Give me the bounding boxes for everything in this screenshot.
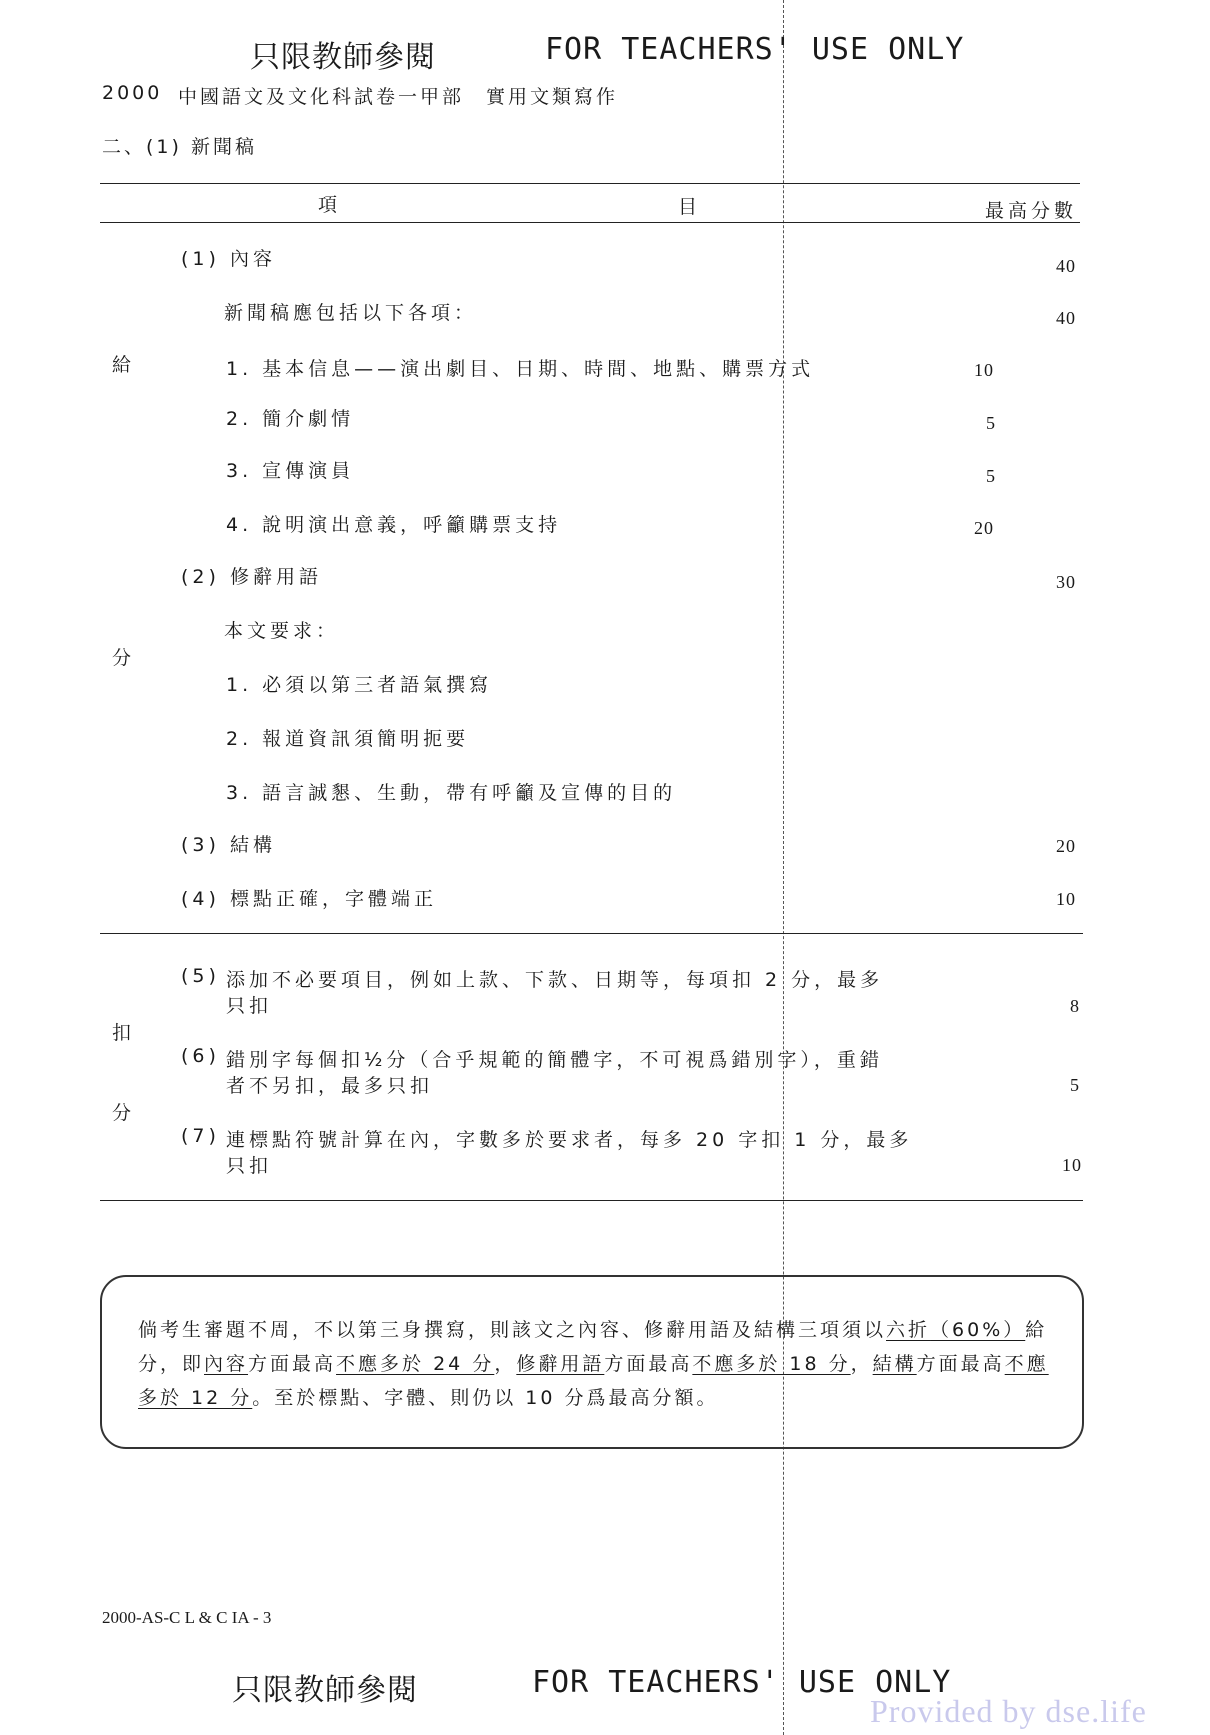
item-structure: (3) 結構 — [181, 834, 276, 856]
provider-watermark[interactable]: Provided by dse.life — [870, 1693, 1147, 1729]
note-text-7: 方面最高 — [916, 1353, 1005, 1375]
note-emphasis-12: 不應多於 12 分 — [138, 1353, 1049, 1409]
scan-fold-line — [783, 0, 784, 1735]
teachers-only-en-header: FOR TEACHERS' USE ONLY — [545, 32, 965, 67]
deduction-7-max: 10 — [1062, 1155, 1082, 1175]
deduction-6-line2: 者不另扣，最多只扣 — [226, 1075, 434, 1097]
item-rhetoric: (2) 修辭用語 — [181, 566, 322, 588]
paper-code: 2000-AS-C L & C IA - 3 — [102, 1608, 272, 1627]
table-top-rule — [100, 183, 1080, 184]
rhetoric-point-3: 3. 語言誠懇、生動，帶有呼籲及宣傳的目的 — [226, 782, 677, 804]
item-punctuation-max: 10 — [1056, 889, 1076, 909]
paper-title: 中國語文及文化科試卷一甲部 實用文類寫作 — [178, 86, 619, 108]
note-text-6: ， — [850, 1353, 873, 1375]
column-header-item-a: 項 — [318, 194, 342, 216]
deduction-6-line1: 錯別字每個扣½分（合乎規範的簡體字，不可視爲錯別字），重錯 — [226, 1049, 883, 1071]
rhetoric-point-1: 1. 必須以第三者語氣撰寫 — [226, 674, 493, 696]
side-label-deduct-2: 分 — [112, 1102, 136, 1124]
note-text-4: ， — [494, 1353, 517, 1375]
teachers-only-en-footer: FOR TEACHERS' USE ONLY — [532, 1665, 952, 1700]
note-emphasis-24: 不應多於 24 分 — [336, 1353, 495, 1375]
note-emphasis-discount: 六折 — [886, 1319, 931, 1341]
content-point-4-score: 20 — [974, 518, 994, 538]
rhetoric-intro: 本文要求： — [224, 620, 340, 642]
note-emphasis-structure: 結構 — [872, 1353, 917, 1375]
note-emphasis-percent: （60%） — [930, 1319, 1026, 1341]
paper-year: 2000 — [102, 82, 163, 104]
question-title: 二、(1) 新聞稿 — [102, 136, 257, 158]
content-point-4: 4. 說明演出意義，呼籲購票支持 — [226, 514, 562, 536]
deduction-5-num: (5) — [181, 965, 220, 987]
content-point-3-score: 5 — [986, 466, 996, 486]
note-text-8: 。至於標點、字體、則仍以 10 分爲最高分額。 — [252, 1387, 719, 1409]
rhetoric-point-2: 2. 報道資訊須簡明扼要 — [226, 728, 470, 750]
content-point-3: 3. 宣傳演員 — [226, 460, 355, 482]
content-point-1-score: 10 — [974, 360, 994, 380]
side-label-deduct-1: 扣 — [112, 1022, 136, 1044]
note-emphasis-18: 不應多於 18 分 — [692, 1353, 851, 1375]
note-text-5: 方面最高 — [604, 1353, 693, 1375]
item-punctuation: (4) 標點正確，字體端正 — [181, 888, 437, 910]
column-header-item-b: 目 — [678, 196, 702, 218]
column-header-max-score: 最高分數 — [985, 200, 1078, 222]
teachers-only-zh-header: 只限教師參閱 — [250, 40, 436, 75]
note-text-2: 給分，即 — [138, 1319, 1048, 1375]
content-point-1: 1. 基本信息——演出劇目、日期、時間、地點、購票方式 — [226, 358, 815, 380]
item-content-intro: 新聞稿應包括以下各項： — [224, 302, 478, 324]
deduction-7-line1: 連標點符號計算在內，字數多於要求者，每多 20 字扣 1 分，最多 — [226, 1129, 913, 1151]
deduction-5-line1: 添加不必要項目，例如上款、下款、日期等，每項扣 2 分，最多 — [226, 969, 884, 991]
note-emphasis-content: 內容 — [204, 1353, 249, 1375]
side-label-give-1: 給 — [112, 354, 136, 376]
item-structure-max: 20 — [1056, 836, 1076, 856]
table-header-rule — [100, 222, 1080, 223]
item-content-max: 40 — [1056, 256, 1076, 276]
deduction-5-line2: 只扣 — [226, 995, 273, 1017]
deduction-section-rule — [100, 933, 1083, 934]
deduction-7-line2: 只扣 — [226, 1155, 273, 1177]
item-content: (1) 內容 — [181, 248, 276, 270]
item-content-intro-max: 40 — [1056, 308, 1076, 328]
note-paragraph — [138, 1313, 1058, 1415]
content-point-2: 2. 簡介劇情 — [226, 408, 355, 430]
deduction-5-max: 8 — [1070, 996, 1080, 1016]
item-rhetoric-max: 30 — [1056, 572, 1076, 592]
deduction-7-num: (7) — [181, 1125, 220, 1147]
side-label-give-2: 分 — [112, 647, 136, 669]
note-emphasis-rhetoric: 修辭用語 — [516, 1353, 605, 1375]
note-text-3: 方面最高 — [248, 1353, 337, 1375]
note-text-1: 倘考生審題不周，不以第三身撰寫，則該文之內容、修辭用語及結構三項須以 — [138, 1319, 887, 1341]
deduction-6-max: 5 — [1070, 1075, 1080, 1095]
deduction-6-num: (6) — [181, 1045, 220, 1067]
content-point-2-score: 5 — [986, 413, 996, 433]
table-bottom-rule — [100, 1200, 1083, 1201]
teachers-only-zh-footer: 只限教師參閱 — [232, 1673, 418, 1708]
